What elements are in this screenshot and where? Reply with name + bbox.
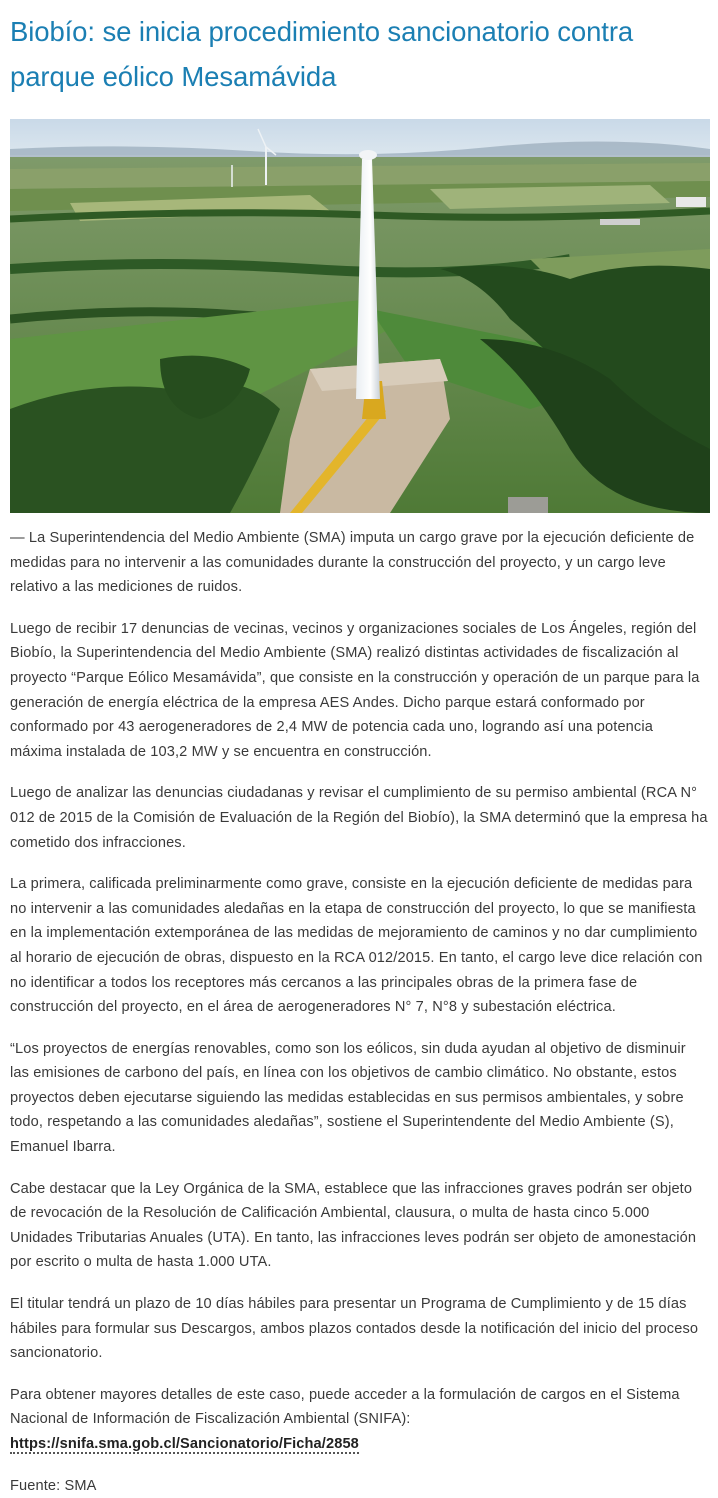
article-image (10, 119, 710, 513)
paragraph: “Los proyectos de energías renovables, como son los eólicos, sin duda ayudan al objetivo de disminuir las emisiones de carbono del país, en línea con los objetivos de cambio climático. No obstante, estos proyectos deben ejecutarse siguiendo las medidas establecidas en sus permisos ambientales, y sobre todo, respetando a las comunidades aledañas”, sostiene el Superintendente del Medio Ambiente (S), Emanuel Ibarra. (10, 1040, 686, 1156)
paragraph: Luego de analizar las denuncias ciudadanas y revisar el cumplimiento de su permiso ambiental (RCA N° 012 de 2015 de la Comisión de Evaluación de la Región del Biobío), la SMA determinó que la empresa ha cometido dos infracciones. (10, 785, 708, 851)
source-credit: Fuente: SMA (10, 1477, 97, 1494)
link-paragraph-text: Para obtener mayores detalles de este caso, puede acceder a la formulación de cargos en el Sistema Nacional de Información de Fiscalización Ambiental (SNIFA): (10, 1386, 680, 1428)
paragraph: Luego de recibir 17 denuncias de vecinas, vecinos y organizaciones sociales de Los Ángeles, región del Biobío, la Superintendencia del Medio Ambiente (SMA) realizó distintas actividades de fiscalización al proyecto “Parque Eólico Mesamávida”, que consiste en la construcción y operación de un parque para la generación de energía eléctrica de la empresa AES Andes. Dicho parque estará conformado por conformado por 43 aerogeneradores de 2,4 MW de potencia cada uno, logrando así una potencia máxima instalada de 103,2 MW y se encuentra en construcción. (10, 620, 700, 760)
snifa-link[interactable]: https://snifa.sma.gob.cl/Sancionatorio/Ficha/2858 (10, 1436, 359, 1452)
paragraph: Cabe destacar que la Ley Orgánica de la SMA, establece que las infracciones graves podrán ser objeto de revocación de la Resolución de Calificación Ambiental, clausura, o multa de hasta cinco 5.000 Unidades Tributarias Anuales (UTA). En tanto, las infracciones leves podrán ser objeto de amonestación por escrito o multa de hasta 1.000 UTA. (10, 1180, 697, 1271)
article-title: Biobío: se inicia procedimiento sancionatorio contra parque eólico Mesamávida (10, 16, 634, 92)
paragraph: El titular tendrá un plazo de 10 días hábiles para presentar un Programa de Cumplimiento y de 15 días hábiles para formular sus Descargos, ambos plazos contados desde la notificación del inicio del proceso sancionatorio. (10, 1296, 699, 1362)
paragraph: La primera, calificada preliminarmente como grave, consiste en la ejecución deficiente de medidas para no intervenir a las comunidades aledañas en la etapa de construcción del proyecto, lo que se manifiesta en la implementación extemporánea de las medidas de mejoramiento de caminos y no dar cumplimiento al horario de ejecución de obras, dispuesto en la RCA 012/2015. En tanto, el cargo leve dice relación con no identificar a todos los receptores más cercanos a las principales obras de la primera fase de construcción del proyecto, en el área de aerogeneradores N° 7, N°8 y subestación eléctrica. (10, 876, 703, 1016)
article-lead: — La Superintendencia del Medio Ambiente (SMA) imputa un cargo grave por la ejecución deficiente de medidas para no intervenir a las comunidades durante la construcción del proyecto, y un cargo leve relativo a las mediciones de ruidos. (10, 530, 695, 596)
link-paragraph (10, 1383, 708, 1457)
